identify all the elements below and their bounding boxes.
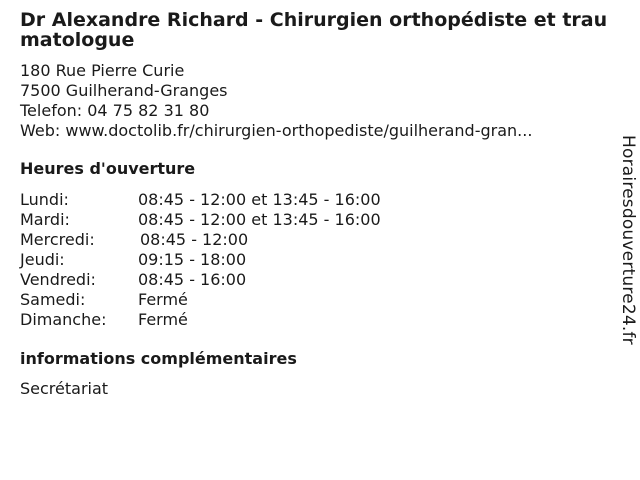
hours-row-mercredi [20,230,600,250]
page-title: Dr Alexandre Richard - Chirurgien orthopédiste et traumatologue [20,9,608,51]
day-hours: Fermé [138,290,188,309]
day-hours: 08:45 - 12:00 et 13:45 - 16:00 [138,210,381,229]
hours-row-dimanche [20,310,600,330]
additional-info-heading: informations complémentaires [20,349,297,368]
hours-row-samedi [20,290,600,310]
hours-row-vendredi [20,270,600,290]
hours-row-lundi [20,190,600,210]
day-hours: 09:15 - 18:00 [138,250,247,269]
phone-number: Telefon: 04 75 82 31 80 [20,101,210,120]
day-label: Dimanche: [20,310,107,329]
hours-row-mardi [20,210,600,230]
day-hours: 08:45 - 16:00 [138,270,247,289]
day-hours: Fermé [138,310,188,329]
address-block [20,61,600,141]
day-label: Mardi: [20,210,70,229]
address-street: 180 Rue Pierre Curie [20,61,185,80]
day-label: Vendredi: [20,270,96,289]
site-watermark: Horairesdouverture24.fr [618,135,638,345]
day-label: Samedi: [20,290,86,309]
business-card [20,9,608,399]
hours-row-jeudi [20,250,600,270]
day-label: Jeudi: [20,250,65,269]
day-label: Lundi: [20,190,69,209]
additional-info-text: Secrétariat [20,379,109,398]
opening-hours-heading: Heures d'ouverture [20,159,196,178]
day-hours: 08:45 - 12:00 [140,230,249,249]
day-label: Mercredi: [20,230,95,249]
opening-hours-table [20,190,600,330]
day-hours: 08:45 - 12:00 et 13:45 - 16:00 [138,190,381,209]
address-city: 7500 Guilherand-Granges [20,81,228,100]
website-link[interactable]: Web: www.doctolib.fr/chirurgien-orthopediste/guilherand-gran... [20,121,533,140]
